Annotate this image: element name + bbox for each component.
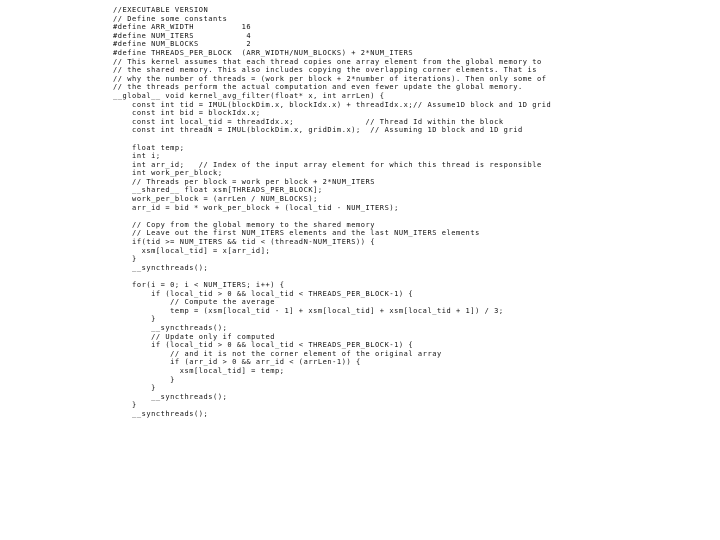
code-line: #define NUM_BLOCKS 2: [113, 40, 252, 49]
code-line: const int threadN = IMUL(blockDim.x, gridDim.x); // Assuming 1D block and 1D grid: [113, 126, 523, 135]
code-line: for(i = 0; i < NUM_ITERS; i++) {: [113, 281, 285, 289]
code-line: temp = (xsm[local_tid - 1] + xsm[local_tid] + xsm[local_tid + 1]) / 3;: [113, 306, 504, 315]
code-line: // the shared memory. This also includes copying the overlapping corner elements. That is: [113, 66, 538, 75]
code-line: }: [113, 255, 137, 264]
code-line: [113, 212, 551, 221]
code-line: // Update only if computed: [113, 332, 275, 341]
code-line: const int local_tid = threadIdx.x; // Thread Id within the block: [113, 117, 504, 126]
code-line: // This kernel assumes that each thread copies one array element from the global memory to: [113, 57, 542, 66]
code-line: // Compute the average: [113, 298, 275, 307]
code-line: }: [113, 315, 156, 324]
code-line: work_per_block = (arrLen / NUM_BLOCKS);: [113, 195, 318, 204]
code-line: if(tid >= NUM_ITERS && tid < (threadN-NUM_ITERS)) {: [113, 238, 376, 247]
code-line: __syncthreads();: [113, 263, 209, 272]
code-line: const int tid = IMUL(blockDim.x, blockIdx.x) + threadIdx.x;// Assume1D block and 1D grid: [113, 100, 552, 109]
code-line: #define THREADS_PER_BLOCK (ARR_WIDTH/NUM_BLOCKS) + 2*NUM_ITERS: [113, 48, 414, 57]
code-line: __shared__ float xsm[THREADS_PER_BLOCK];: [113, 186, 323, 195]
code-line: int i;: [113, 152, 161, 161]
code-line: #define ARR_WIDTH 16: [113, 23, 252, 32]
code-line: }: [113, 384, 156, 393]
code-line: const int bid = blockIdx.x;: [113, 109, 261, 118]
code-line: // the threads perform the actual computation and even fewer update the global memory.: [113, 83, 523, 92]
code-line: float temp;: [113, 143, 185, 152]
code-line: // Threads per block = work per block + 2*NUM_ITERS: [113, 177, 376, 186]
code-line: int work_per_block;: [113, 169, 223, 178]
code-listing: [113, 6, 551, 419]
code-line: __syncthreads();: [113, 392, 228, 401]
code-line: // and it is not the corner element of the original array: [113, 349, 442, 358]
code-line: #define NUM_ITERS 4: [113, 31, 252, 40]
code-line: [113, 272, 551, 281]
code-line: // Leave out the first NUM_ITERS elements and the last NUM_ITERS elements: [113, 229, 480, 238]
code-line: [113, 135, 551, 144]
code-line: int arr_id; // Index of the input array element for which this thread is responsible: [113, 160, 542, 169]
code-line: if (arr_id > 0 && arr_id < (arrLen-1)) {: [113, 358, 361, 367]
code-line: }: [113, 401, 137, 410]
code-line: xsm[local_tid] = temp;: [113, 366, 285, 375]
code-line: __syncthreads();: [113, 323, 228, 332]
code-line: // Copy from the global memory to the shared memory: [113, 220, 376, 229]
code-line: //EXECUTABLE VERSION: [113, 6, 209, 14]
code-line: }: [113, 375, 175, 384]
code-line: __syncthreads();: [113, 409, 209, 418]
code-line: xsm[local_tid] = x[arr_id];: [113, 246, 271, 255]
code-line: if (local_tid > 0 && local_tid < THREADS_PER_BLOCK-1) {: [113, 341, 414, 350]
code-line: if (local_tid > 0 && local_tid < THREADS_PER_BLOCK-1) {: [113, 289, 414, 298]
code-line: // Define some constants: [113, 14, 228, 23]
code-line: __global__ void kernel_avg_filter(float* x, int arrLen) {: [113, 91, 385, 100]
code-line: // why the number of threads = (work per block + 2*number of iterations). Then only some of: [113, 74, 547, 83]
code-line: arr_id = bid * work_per_block + (local_tid - NUM_ITERS);: [113, 203, 399, 212]
